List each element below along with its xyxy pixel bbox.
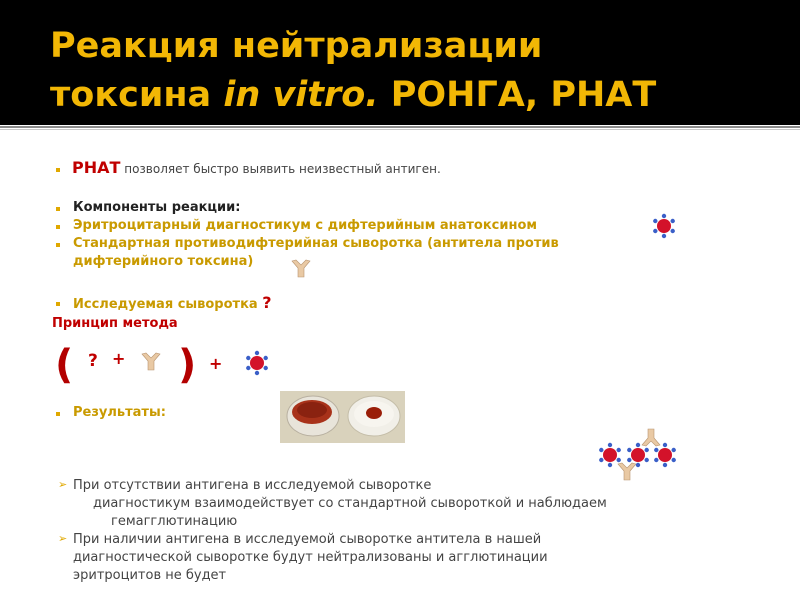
arrow-bullet-marker: ➢ [58,532,68,545]
rnat-term: РНАТ [72,158,121,177]
close-paren: ) [178,342,197,388]
results-heading: Результаты: [73,405,166,420]
title-line1: Реакция нейтрализации [50,26,543,66]
bullet-marker [56,207,60,211]
agglutination-photo [280,391,405,443]
principle-plus-1: + [112,349,126,368]
component-test-serum [73,294,272,314]
header-divider-thin [0,129,800,130]
component-serum-line2: дифтерийного токсина) [73,254,254,269]
bullet-marker [56,243,60,247]
result2-line1: При наличии антигена в исследуемой сыворотке антитела в нашей [73,532,542,547]
bullet-marker [56,302,60,306]
principle-heading: Принцип метода [52,316,178,331]
bullet-marker [56,225,60,229]
antibody-icon [287,256,315,282]
antibody-icon [136,349,166,375]
title-line2-plain: токсина [50,75,224,115]
component-serum-line1: Стандартная противодифтерийная сыворотка (антитела против [73,236,559,251]
components-heading: Компоненты реакции: [73,200,241,215]
slide-title [50,22,656,120]
result2-line2: диагностической сыворотке будут нейтрализованы и агглютинации [73,550,548,565]
principle-question: ? [88,351,98,371]
title-line2-tail: РОНГА, РНАТ [378,75,657,115]
component-diagnosticum: Эритроцитарный диагностикум с дифтерийным анатоксином [73,218,538,233]
agglutination-complex-icon [594,428,686,484]
bullet-marker [56,412,60,416]
erythrocyte-icon [243,349,271,377]
intro-line [72,159,441,179]
result1-line2: диагностикум взаимодействует со стандартной сывороткой и наблюдаем [93,496,607,511]
open-paren: ( [55,342,74,388]
arrow-bullet-marker: ➢ [58,478,68,491]
title-italic: in vitro. [223,75,379,115]
test-serum-label: Исследуемая сыворотка [73,297,258,312]
result2-line3: эритроцитов не будет [73,568,227,583]
bullet-marker [56,168,60,172]
principle-plus-2: + [209,354,223,373]
intro-text: позволяет быстро выявить неизвестный антиген. [120,162,441,176]
result1-line1: При отсутствии антигена в исследуемой сыворотке [73,478,432,493]
erythrocyte-icon [650,212,678,240]
result1-line3: гемагглютинацию [111,514,238,529]
header-divider [0,126,800,128]
question-mark: ? [262,293,272,312]
slide-header [0,0,800,125]
